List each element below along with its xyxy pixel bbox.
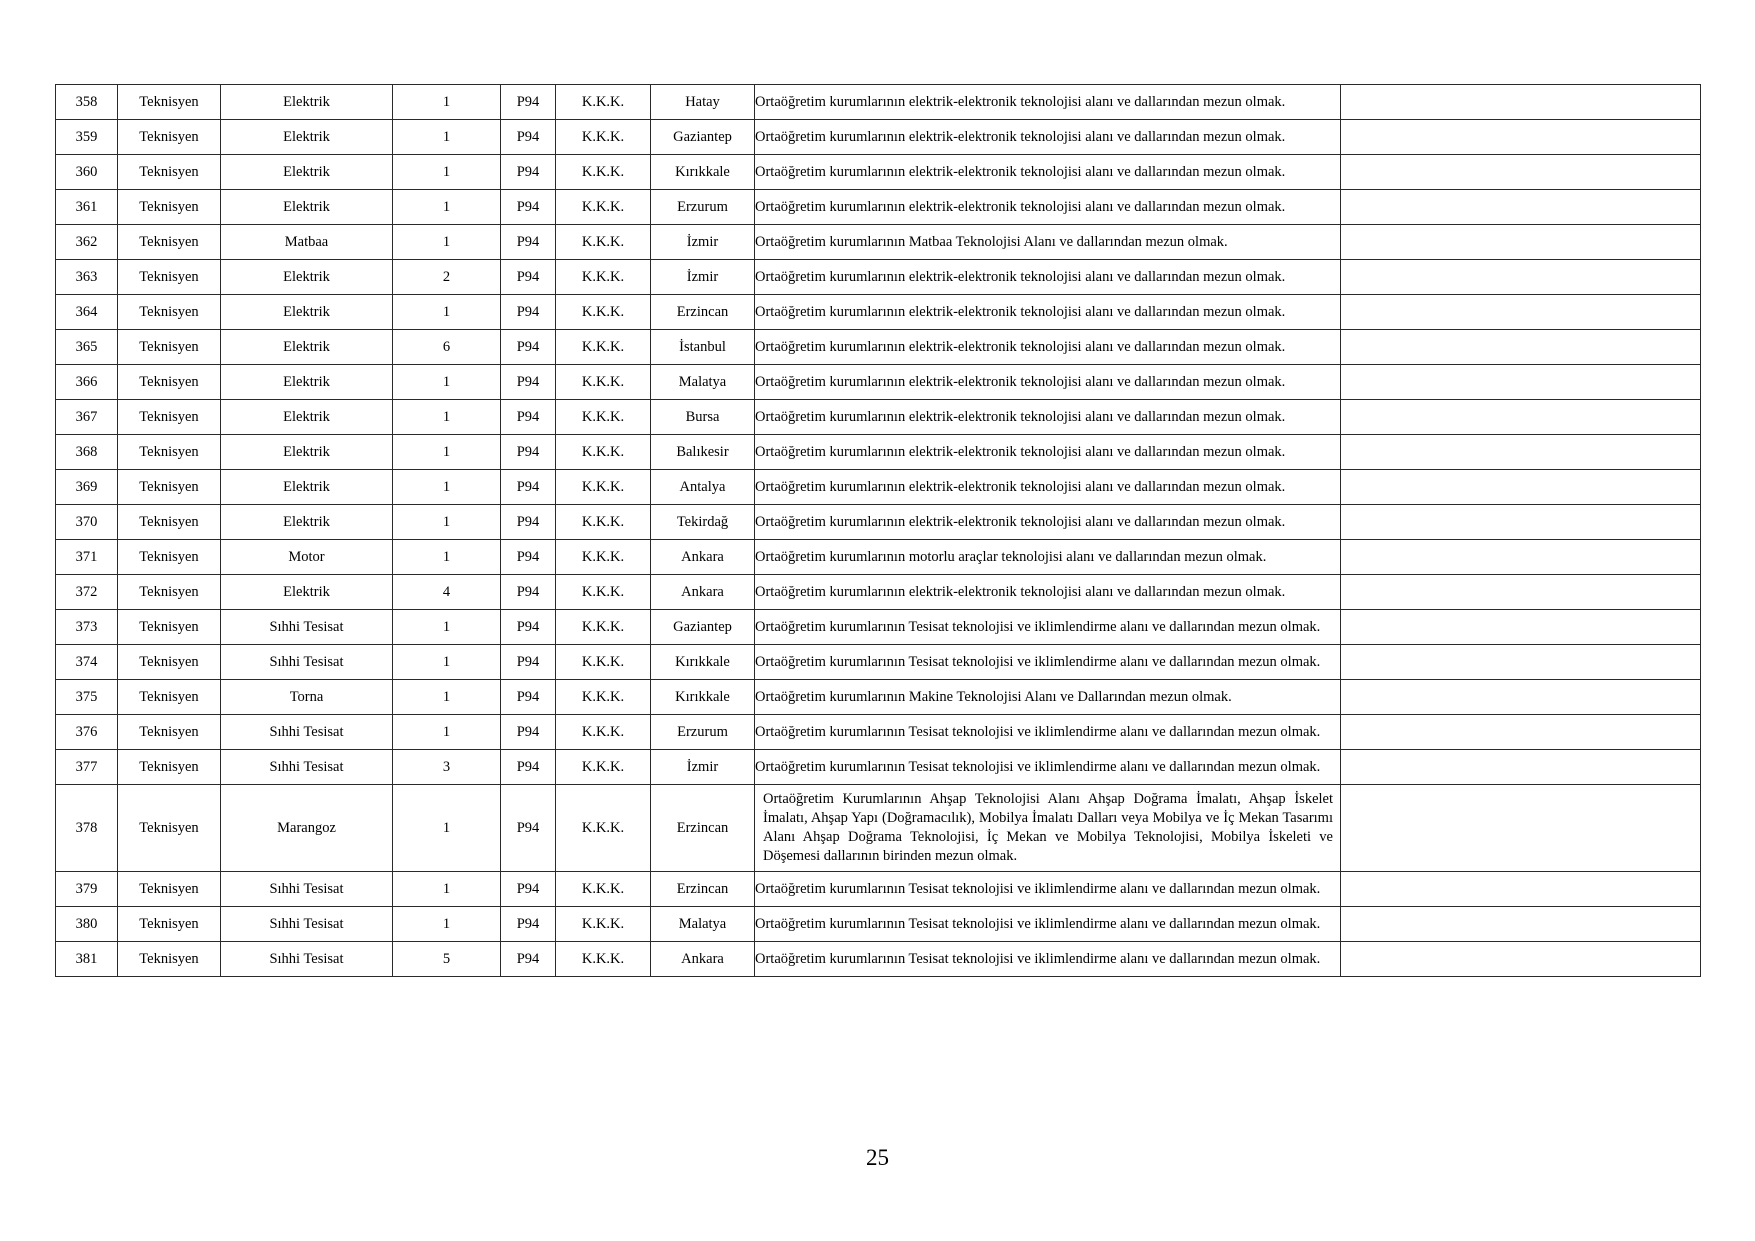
cell-brans: Marangoz bbox=[221, 785, 393, 872]
cell-ek bbox=[1341, 190, 1701, 225]
cell-brans: Sıhhi Tesisat bbox=[221, 872, 393, 907]
cell-kuvvet: K.K.K. bbox=[556, 85, 651, 120]
cell-brans: Elektrik bbox=[221, 505, 393, 540]
cell-kuvvet: K.K.K. bbox=[556, 190, 651, 225]
cell-brans: Sıhhi Tesisat bbox=[221, 907, 393, 942]
cell-unvan: Teknisyen bbox=[118, 907, 221, 942]
cell-aciklama: Ortaöğretim kurumlarının Matbaa Teknolojisi Alanı ve dallarından mezun olmak. bbox=[755, 225, 1341, 260]
cell-brans: Sıhhi Tesisat bbox=[221, 715, 393, 750]
cell-ek bbox=[1341, 225, 1701, 260]
cell-unvan: Teknisyen bbox=[118, 295, 221, 330]
cell-puan-turu: P94 bbox=[501, 610, 556, 645]
table-row bbox=[56, 645, 1701, 680]
cell-ek bbox=[1341, 400, 1701, 435]
cell-ek bbox=[1341, 120, 1701, 155]
cell-puan-turu: P94 bbox=[501, 330, 556, 365]
cell-il: Gaziantep bbox=[651, 120, 755, 155]
cell-sira-no: 364 bbox=[56, 295, 118, 330]
positions-table bbox=[55, 84, 1701, 977]
cell-adet: 1 bbox=[393, 120, 501, 155]
table-row bbox=[56, 365, 1701, 400]
cell-il: Kırıkkale bbox=[651, 680, 755, 715]
cell-kuvvet: K.K.K. bbox=[556, 505, 651, 540]
cell-sira-no: 372 bbox=[56, 575, 118, 610]
table-row bbox=[56, 540, 1701, 575]
cell-unvan: Teknisyen bbox=[118, 715, 221, 750]
cell-unvan: Teknisyen bbox=[118, 610, 221, 645]
cell-aciklama: Ortaöğretim kurumlarının elektrik-elektronik teknolojisi alanı ve dallarından mezun olmak. bbox=[755, 435, 1341, 470]
cell-unvan: Teknisyen bbox=[118, 942, 221, 977]
cell-brans: Torna bbox=[221, 680, 393, 715]
cell-aciklama: Ortaöğretim kurumlarının elektrik-elektronik teknolojisi alanı ve dallarından mezun olmak. bbox=[755, 85, 1341, 120]
cell-sira-no: 379 bbox=[56, 872, 118, 907]
cell-sira-no: 377 bbox=[56, 750, 118, 785]
table-row bbox=[56, 155, 1701, 190]
cell-sira-no: 370 bbox=[56, 505, 118, 540]
cell-brans: Elektrik bbox=[221, 435, 393, 470]
table-row bbox=[56, 680, 1701, 715]
cell-unvan: Teknisyen bbox=[118, 190, 221, 225]
cell-aciklama: Ortaöğretim kurumlarının Tesisat teknolojisi ve iklimlendirme alanı ve dallarından mezun olmak. bbox=[755, 872, 1341, 907]
table-row bbox=[56, 225, 1701, 260]
cell-adet: 1 bbox=[393, 872, 501, 907]
cell-il: İzmir bbox=[651, 260, 755, 295]
cell-sira-no: 373 bbox=[56, 610, 118, 645]
cell-adet: 4 bbox=[393, 575, 501, 610]
cell-ek bbox=[1341, 470, 1701, 505]
cell-kuvvet: K.K.K. bbox=[556, 295, 651, 330]
cell-ek bbox=[1341, 260, 1701, 295]
cell-kuvvet: K.K.K. bbox=[556, 540, 651, 575]
cell-brans: Elektrik bbox=[221, 155, 393, 190]
cell-aciklama: Ortaöğretim kurumlarının elektrik-elektronik teknolojisi alanı ve dallarından mezun olmak. bbox=[755, 400, 1341, 435]
cell-sira-no: 360 bbox=[56, 155, 118, 190]
cell-adet: 6 bbox=[393, 330, 501, 365]
table-row bbox=[56, 470, 1701, 505]
table-row bbox=[56, 120, 1701, 155]
cell-kuvvet: K.K.K. bbox=[556, 470, 651, 505]
cell-il: Erzurum bbox=[651, 190, 755, 225]
cell-unvan: Teknisyen bbox=[118, 435, 221, 470]
cell-il: Erzincan bbox=[651, 872, 755, 907]
cell-aciklama: Ortaöğretim kurumlarının elektrik-elektronik teknolojisi alanı ve dallarından mezun olmak. bbox=[755, 470, 1341, 505]
cell-sira-no: 359 bbox=[56, 120, 118, 155]
cell-unvan: Teknisyen bbox=[118, 505, 221, 540]
cell-il: Balıkesir bbox=[651, 435, 755, 470]
table-row bbox=[56, 330, 1701, 365]
cell-brans: Elektrik bbox=[221, 365, 393, 400]
cell-kuvvet: K.K.K. bbox=[556, 575, 651, 610]
cell-adet: 1 bbox=[393, 645, 501, 680]
cell-brans: Motor bbox=[221, 540, 393, 575]
cell-puan-turu: P94 bbox=[501, 225, 556, 260]
cell-ek bbox=[1341, 365, 1701, 400]
cell-unvan: Teknisyen bbox=[118, 330, 221, 365]
cell-puan-turu: P94 bbox=[501, 680, 556, 715]
cell-unvan: Teknisyen bbox=[118, 750, 221, 785]
cell-aciklama: Ortaöğretim kurumlarının Tesisat teknolojisi ve iklimlendirme alanı ve dallarından mezun olmak. bbox=[755, 942, 1341, 977]
table-row bbox=[56, 575, 1701, 610]
cell-adet: 1 bbox=[393, 680, 501, 715]
cell-kuvvet: K.K.K. bbox=[556, 260, 651, 295]
cell-adet: 1 bbox=[393, 400, 501, 435]
cell-ek bbox=[1341, 575, 1701, 610]
cell-puan-turu: P94 bbox=[501, 505, 556, 540]
cell-puan-turu: P94 bbox=[501, 190, 556, 225]
table-row bbox=[56, 907, 1701, 942]
cell-sira-no: 368 bbox=[56, 435, 118, 470]
cell-unvan: Teknisyen bbox=[118, 260, 221, 295]
cell-adet: 1 bbox=[393, 470, 501, 505]
cell-unvan: Teknisyen bbox=[118, 785, 221, 872]
table-row bbox=[56, 610, 1701, 645]
cell-aciklama: Ortaöğretim kurumlarının elektrik-elektronik teknolojisi alanı ve dallarından mezun olmak. bbox=[755, 260, 1341, 295]
cell-puan-turu: P94 bbox=[501, 260, 556, 295]
cell-unvan: Teknisyen bbox=[118, 85, 221, 120]
cell-adet: 2 bbox=[393, 260, 501, 295]
cell-il: Ankara bbox=[651, 575, 755, 610]
cell-aciklama: Ortaöğretim kurumlarının elektrik-elektronik teknolojisi alanı ve dallarından mezun olmak. bbox=[755, 190, 1341, 225]
cell-unvan: Teknisyen bbox=[118, 680, 221, 715]
cell-puan-turu: P94 bbox=[501, 365, 556, 400]
cell-kuvvet: K.K.K. bbox=[556, 365, 651, 400]
cell-ek bbox=[1341, 645, 1701, 680]
cell-unvan: Teknisyen bbox=[118, 645, 221, 680]
cell-ek bbox=[1341, 785, 1701, 872]
cell-brans: Elektrik bbox=[221, 330, 393, 365]
cell-unvan: Teknisyen bbox=[118, 155, 221, 190]
cell-adet: 1 bbox=[393, 435, 501, 470]
cell-aciklama: Ortaöğretim kurumlarının Tesisat teknolojisi ve iklimlendirme alanı ve dallarından mezun olmak. bbox=[755, 907, 1341, 942]
cell-il: Malatya bbox=[651, 907, 755, 942]
cell-ek bbox=[1341, 680, 1701, 715]
cell-ek bbox=[1341, 872, 1701, 907]
cell-aciklama: Ortaöğretim kurumlarının Tesisat teknolojisi ve iklimlendirme alanı ve dallarından mezun olmak. bbox=[755, 750, 1341, 785]
cell-ek bbox=[1341, 750, 1701, 785]
cell-puan-turu: P94 bbox=[501, 155, 556, 190]
cell-unvan: Teknisyen bbox=[118, 365, 221, 400]
cell-sira-no: 362 bbox=[56, 225, 118, 260]
cell-sira-no: 367 bbox=[56, 400, 118, 435]
cell-unvan: Teknisyen bbox=[118, 872, 221, 907]
cell-sira-no: 380 bbox=[56, 907, 118, 942]
page-number: 25 bbox=[866, 1145, 889, 1170]
cell-aciklama: Ortaöğretim kurumlarının elektrik-elektronik teknolojisi alanı ve dallarından mezun olmak. bbox=[755, 330, 1341, 365]
cell-brans: Matbaa bbox=[221, 225, 393, 260]
cell-aciklama: Ortaöğretim Kurumlarının Ahşap Teknolojisi Alanı Ahşap Doğrama İmalatı, Ahşap İskelet İmalatı, Ahşap Yapı (Doğramacılık), Mobilya İmalatı Dalları veya Mobilya ve İç Mekan Tasarımı Alanı Ahşap Doğrama Teknolojisi, İç Mekan ve Mobilya Teknolojisi, Mobilya İskeleti ve Döşemesi dallarının birinden mezun olmak. bbox=[755, 785, 1341, 872]
cell-kuvvet: K.K.K. bbox=[556, 680, 651, 715]
cell-brans: Elektrik bbox=[221, 190, 393, 225]
cell-puan-turu: P94 bbox=[501, 540, 556, 575]
cell-puan-turu: P94 bbox=[501, 400, 556, 435]
cell-puan-turu: P94 bbox=[501, 785, 556, 872]
cell-brans: Elektrik bbox=[221, 575, 393, 610]
cell-brans: Sıhhi Tesisat bbox=[221, 610, 393, 645]
cell-puan-turu: P94 bbox=[501, 872, 556, 907]
cell-puan-turu: P94 bbox=[501, 435, 556, 470]
positions-table-body bbox=[56, 85, 1701, 977]
cell-adet: 1 bbox=[393, 295, 501, 330]
cell-puan-turu: P94 bbox=[501, 120, 556, 155]
cell-kuvvet: K.K.K. bbox=[556, 907, 651, 942]
cell-ek bbox=[1341, 610, 1701, 645]
cell-adet: 5 bbox=[393, 942, 501, 977]
cell-il: Bursa bbox=[651, 400, 755, 435]
table-row bbox=[56, 715, 1701, 750]
cell-sira-no: 363 bbox=[56, 260, 118, 295]
cell-il: Ankara bbox=[651, 942, 755, 977]
cell-kuvvet: K.K.K. bbox=[556, 155, 651, 190]
cell-ek bbox=[1341, 155, 1701, 190]
cell-unvan: Teknisyen bbox=[118, 540, 221, 575]
cell-ek bbox=[1341, 907, 1701, 942]
cell-il: Antalya bbox=[651, 470, 755, 505]
table-row bbox=[56, 785, 1701, 872]
cell-sira-no: 381 bbox=[56, 942, 118, 977]
cell-ek bbox=[1341, 330, 1701, 365]
cell-kuvvet: K.K.K. bbox=[556, 435, 651, 470]
cell-kuvvet: K.K.K. bbox=[556, 225, 651, 260]
cell-ek bbox=[1341, 942, 1701, 977]
cell-aciklama: Ortaöğretim kurumlarının motorlu araçlar teknolojisi alanı ve dallarından mezun olmak. bbox=[755, 540, 1341, 575]
cell-brans: Elektrik bbox=[221, 295, 393, 330]
cell-il: Malatya bbox=[651, 365, 755, 400]
cell-brans: Elektrik bbox=[221, 400, 393, 435]
cell-sira-no: 376 bbox=[56, 715, 118, 750]
cell-il: Kırıkkale bbox=[651, 645, 755, 680]
cell-il: İzmir bbox=[651, 750, 755, 785]
cell-brans: Sıhhi Tesisat bbox=[221, 942, 393, 977]
cell-kuvvet: K.K.K. bbox=[556, 610, 651, 645]
cell-il: Tekirdağ bbox=[651, 505, 755, 540]
table-row bbox=[56, 505, 1701, 540]
cell-kuvvet: K.K.K. bbox=[556, 645, 651, 680]
cell-sira-no: 374 bbox=[56, 645, 118, 680]
cell-aciklama: Ortaöğretim kurumlarının Tesisat teknolojisi ve iklimlendirme alanı ve dallarından mezun olmak. bbox=[755, 645, 1341, 680]
cell-sira-no: 369 bbox=[56, 470, 118, 505]
cell-adet: 1 bbox=[393, 785, 501, 872]
cell-aciklama: Ortaöğretim kurumlarının elektrik-elektronik teknolojisi alanı ve dallarından mezun olmak. bbox=[755, 155, 1341, 190]
cell-il: Ankara bbox=[651, 540, 755, 575]
table-row bbox=[56, 190, 1701, 225]
table-row bbox=[56, 942, 1701, 977]
cell-ek bbox=[1341, 715, 1701, 750]
cell-kuvvet: K.K.K. bbox=[556, 400, 651, 435]
cell-sira-no: 361 bbox=[56, 190, 118, 225]
cell-sira-no: 358 bbox=[56, 85, 118, 120]
cell-aciklama: Ortaöğretim kurumlarının elektrik-elektronik teknolojisi alanı ve dallarından mezun olmak. bbox=[755, 575, 1341, 610]
cell-sira-no: 371 bbox=[56, 540, 118, 575]
cell-adet: 1 bbox=[393, 365, 501, 400]
cell-sira-no: 375 bbox=[56, 680, 118, 715]
cell-puan-turu: P94 bbox=[501, 575, 556, 610]
cell-ek bbox=[1341, 435, 1701, 470]
cell-unvan: Teknisyen bbox=[118, 400, 221, 435]
cell-unvan: Teknisyen bbox=[118, 575, 221, 610]
cell-puan-turu: P94 bbox=[501, 750, 556, 785]
cell-aciklama: Ortaöğretim kurumlarının Makine Teknolojisi Alanı ve Dallarından mezun olmak. bbox=[755, 680, 1341, 715]
cell-ek bbox=[1341, 540, 1701, 575]
cell-brans: Elektrik bbox=[221, 260, 393, 295]
cell-aciklama: Ortaöğretim kurumlarının Tesisat teknolojisi ve iklimlendirme alanı ve dallarından mezun olmak. bbox=[755, 715, 1341, 750]
cell-puan-turu: P94 bbox=[501, 942, 556, 977]
cell-aciklama: Ortaöğretim kurumlarının elektrik-elektronik teknolojisi alanı ve dallarından mezun olmak. bbox=[755, 365, 1341, 400]
cell-sira-no: 378 bbox=[56, 785, 118, 872]
cell-ek bbox=[1341, 85, 1701, 120]
table-row bbox=[56, 85, 1701, 120]
cell-adet: 1 bbox=[393, 610, 501, 645]
cell-brans: Elektrik bbox=[221, 85, 393, 120]
cell-adet: 1 bbox=[393, 540, 501, 575]
cell-brans: Sıhhi Tesisat bbox=[221, 645, 393, 680]
cell-sira-no: 365 bbox=[56, 330, 118, 365]
cell-aciklama: Ortaöğretim kurumlarının elektrik-elektronik teknolojisi alanı ve dallarından mezun olmak. bbox=[755, 505, 1341, 540]
cell-adet: 1 bbox=[393, 85, 501, 120]
cell-kuvvet: K.K.K. bbox=[556, 750, 651, 785]
cell-puan-turu: P94 bbox=[501, 295, 556, 330]
cell-kuvvet: K.K.K. bbox=[556, 872, 651, 907]
cell-ek bbox=[1341, 505, 1701, 540]
cell-sira-no: 366 bbox=[56, 365, 118, 400]
cell-ek bbox=[1341, 295, 1701, 330]
cell-il: Hatay bbox=[651, 85, 755, 120]
cell-kuvvet: K.K.K. bbox=[556, 785, 651, 872]
cell-puan-turu: P94 bbox=[501, 907, 556, 942]
cell-unvan: Teknisyen bbox=[118, 470, 221, 505]
cell-brans: Elektrik bbox=[221, 470, 393, 505]
cell-adet: 3 bbox=[393, 750, 501, 785]
cell-il: Erzincan bbox=[651, 295, 755, 330]
cell-puan-turu: P94 bbox=[501, 85, 556, 120]
cell-il: Erzurum bbox=[651, 715, 755, 750]
table-row bbox=[56, 260, 1701, 295]
cell-adet: 1 bbox=[393, 907, 501, 942]
cell-kuvvet: K.K.K. bbox=[556, 120, 651, 155]
cell-il: İstanbul bbox=[651, 330, 755, 365]
table-row bbox=[56, 750, 1701, 785]
table-row bbox=[56, 295, 1701, 330]
cell-adet: 1 bbox=[393, 225, 501, 260]
cell-puan-turu: P94 bbox=[501, 470, 556, 505]
cell-kuvvet: K.K.K. bbox=[556, 330, 651, 365]
cell-adet: 1 bbox=[393, 155, 501, 190]
cell-puan-turu: P94 bbox=[501, 715, 556, 750]
cell-il: İzmir bbox=[651, 225, 755, 260]
cell-aciklama: Ortaöğretim kurumlarının elektrik-elektronik teknolojisi alanı ve dallarından mezun olmak. bbox=[755, 295, 1341, 330]
cell-adet: 1 bbox=[393, 190, 501, 225]
cell-kuvvet: K.K.K. bbox=[556, 942, 651, 977]
cell-il: Gaziantep bbox=[651, 610, 755, 645]
cell-puan-turu: P94 bbox=[501, 645, 556, 680]
table-row bbox=[56, 400, 1701, 435]
cell-il: Kırıkkale bbox=[651, 155, 755, 190]
cell-kuvvet: K.K.K. bbox=[556, 715, 651, 750]
cell-unvan: Teknisyen bbox=[118, 225, 221, 260]
cell-brans: Elektrik bbox=[221, 120, 393, 155]
cell-aciklama: Ortaöğretim kurumlarının Tesisat teknolojisi ve iklimlendirme alanı ve dallarından mezun olmak. bbox=[755, 610, 1341, 645]
table-row bbox=[56, 435, 1701, 470]
table-row bbox=[56, 872, 1701, 907]
cell-brans: Sıhhi Tesisat bbox=[221, 750, 393, 785]
cell-il: Erzincan bbox=[651, 785, 755, 872]
cell-unvan: Teknisyen bbox=[118, 120, 221, 155]
cell-aciklama: Ortaöğretim kurumlarının elektrik-elektronik teknolojisi alanı ve dallarından mezun olmak. bbox=[755, 120, 1341, 155]
cell-adet: 1 bbox=[393, 715, 501, 750]
cell-adet: 1 bbox=[393, 505, 501, 540]
